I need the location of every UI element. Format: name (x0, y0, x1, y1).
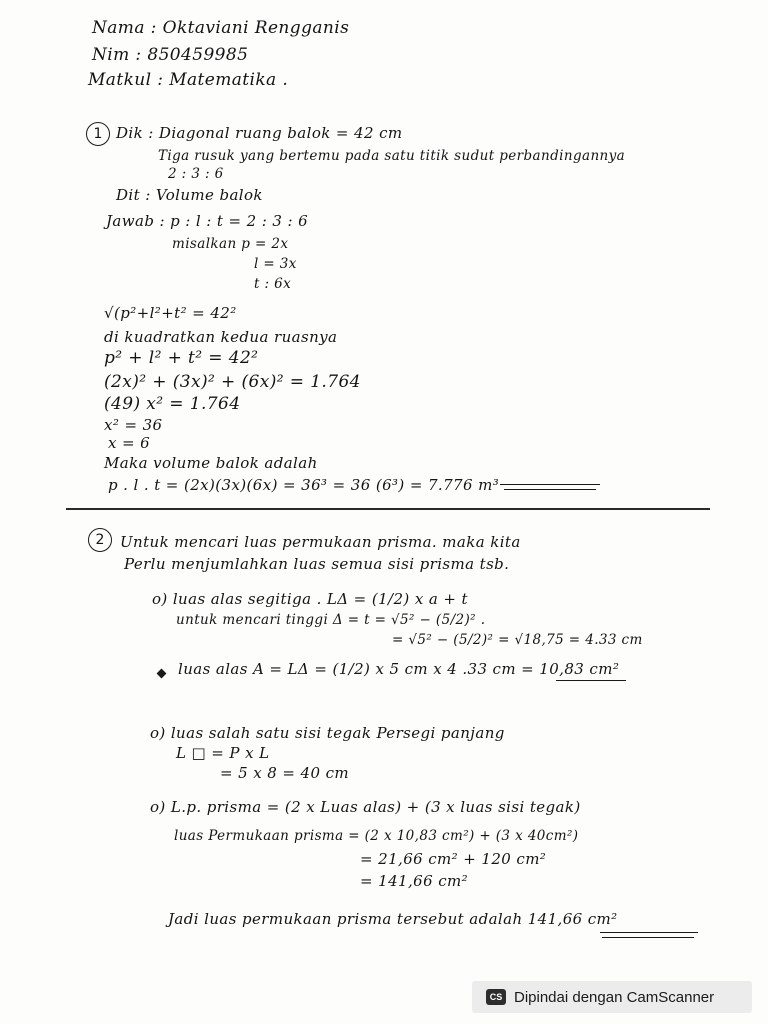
p2-final-underline-1 (600, 932, 698, 933)
bullet-icon (157, 669, 167, 679)
p1-conclusion: Maka volume balok adalah (104, 454, 318, 472)
p2-c-line2: luas Permukaan prisma = (2 x 10,83 cm²) + (3 x 40cm²) (174, 828, 579, 844)
p2-a-line4: luas alas A = LΔ = (1/2) x 5 cm x 4 .33 cm = 10,83 cm² (178, 660, 620, 678)
header-nim: Nim : 850459985 (92, 45, 249, 65)
p2-final-underline-2 (602, 937, 694, 938)
p1-step7: x = 6 (108, 434, 151, 452)
camscanner-watermark (472, 981, 752, 1013)
section-divider (66, 508, 710, 510)
p1-step5: (49) x² = 1.764 (104, 394, 241, 414)
camscanner-watermark-text: Dipindai dengan CamScanner (514, 988, 715, 1006)
p2-b-line1: o) luas salah satu sisi tegak Persegi panjang (150, 724, 505, 742)
p2-c-line4: = 141,66 cm² (360, 872, 469, 890)
p1-misal-t: t : 6x (254, 276, 292, 292)
p2-a-line1: o) luas alas segitiga . LΔ = (1/2) x a + t (152, 590, 468, 608)
p2-a-underline (556, 680, 626, 681)
p2-a-line2: untuk mencari tinggi Δ = t = √5² − (5/2)² . (176, 612, 486, 628)
p2-b-line3: = 5 x 8 = 40 cm (220, 764, 350, 782)
p2-a-line3: = √5² − (5/2)² = √18,75 = 4.33 cm (392, 632, 643, 648)
header-nama: Nama : Oktaviani Rengganis (92, 18, 350, 38)
p2-b-line2: L □ = P x L (176, 744, 270, 762)
p1-step3: p² + l² + t² = 42² (104, 348, 259, 368)
p1-misal-p: misalkan p = 2x (172, 236, 289, 252)
p2-intro1: Untuk mencari luas permukaan prisma. maka kita (120, 533, 521, 551)
p1-formula: p . l . t = (2x)(3x)(6x) = 36³ = 36 (6³) = 7.776 m³ (108, 476, 500, 494)
p1-step2: di kuadratkan kedua ruasnya (104, 328, 338, 346)
p1-step6: x² = 36 (104, 416, 163, 434)
p1-misal-l: l = 3x (254, 256, 297, 272)
camscanner-logo-icon: CS (486, 989, 506, 1005)
p2-c-line3: = 21,66 cm² + 120 cm² (360, 850, 547, 868)
p1-dik-line1: Dik : Diagonal ruang balok = 42 cm (116, 124, 403, 142)
p1-answer-underline-1 (500, 484, 600, 485)
problem-1-number: 1 (86, 122, 110, 146)
header-matkul: Matkul : Matematika . (88, 70, 289, 90)
p1-answer-underline-2 (504, 489, 596, 490)
p1-dit: Dit : Volume balok (116, 186, 263, 204)
p2-c-line1: o) L.p. prisma = (2 x Luas alas) + (3 x luas sisi tegak) (150, 798, 581, 816)
p1-step4: (2x)² + (3x)² + (6x)² = 1.764 (104, 372, 361, 392)
p1-step1: √(p²+l²+t² = 42² (104, 304, 237, 322)
p2-final: Jadi luas permukaan prisma tersebut adalah 141,66 cm² (168, 910, 618, 928)
p2-intro2: Perlu menjumlahkan luas semua sisi prisma tsb. (124, 555, 510, 573)
p1-jawab: Jawab : p : l : t = 2 : 3 : 6 (106, 212, 309, 230)
p1-dik-line3: 2 : 3 : 6 (168, 166, 224, 182)
problem-2-number: 2 (88, 528, 112, 552)
p1-dik-line2: Tiga rusuk yang bertemu pada satu titik sudut perbandingannya (158, 148, 626, 164)
